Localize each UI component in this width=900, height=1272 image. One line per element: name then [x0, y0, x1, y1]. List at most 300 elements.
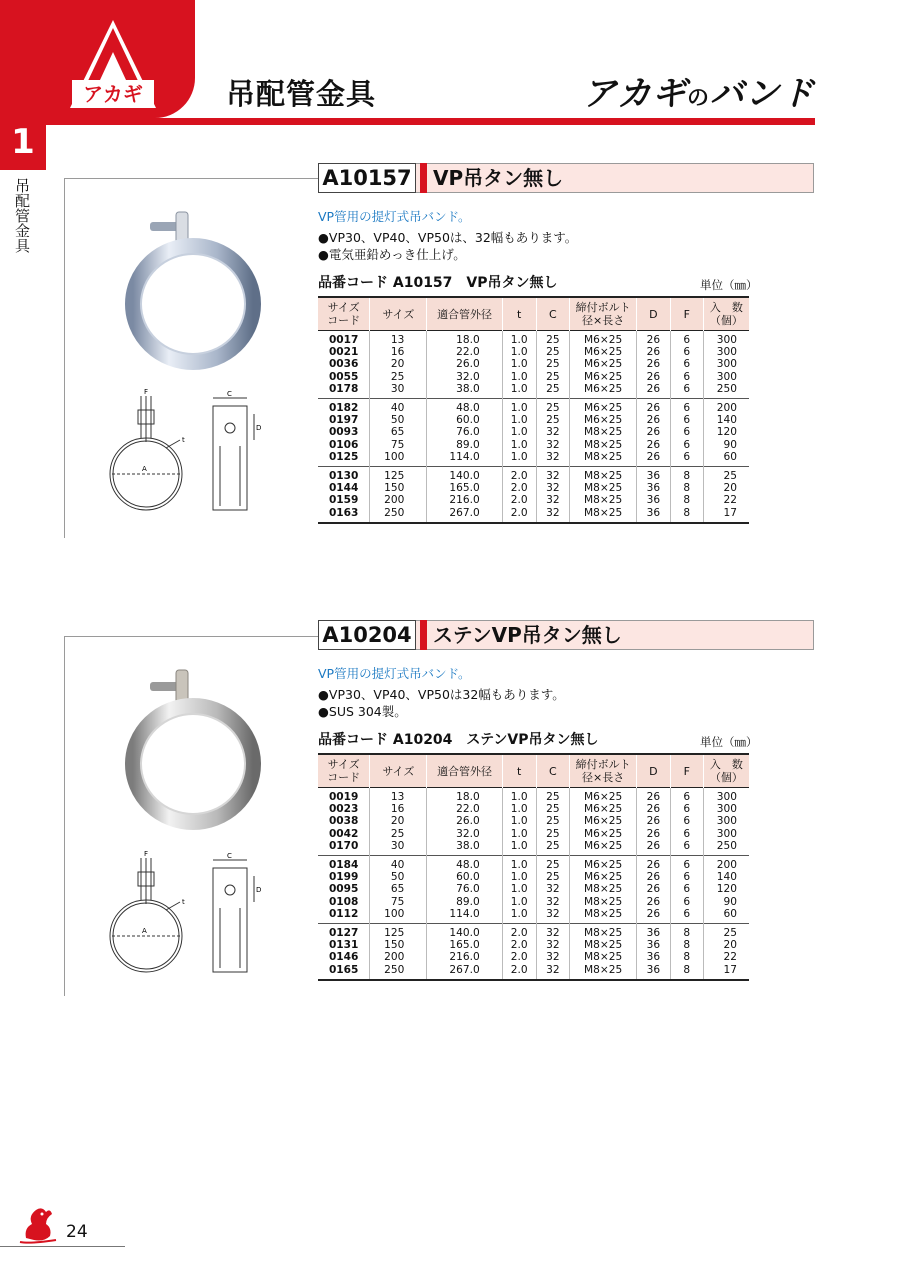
header-cell: t — [502, 297, 536, 331]
header-cell: サイズ — [370, 754, 427, 788]
cell-value: 22 — [723, 951, 737, 964]
table-cell — [570, 331, 637, 399]
cell-value: 32 — [546, 506, 560, 519]
table-cell — [427, 788, 502, 856]
table-cell — [427, 924, 502, 980]
cell-value: M6×25 — [584, 346, 623, 359]
band-photo — [120, 200, 270, 370]
table-cell — [670, 331, 703, 399]
cell-value: 6 — [683, 815, 691, 828]
cell-value: 26 — [646, 803, 661, 816]
cell-value: 1.0 — [510, 402, 528, 415]
cell-value: 1.0 — [510, 883, 528, 896]
dim-c-label: C — [227, 390, 232, 398]
cell-value: 75 — [390, 895, 405, 908]
table-cell — [370, 856, 427, 924]
table-cell — [502, 467, 536, 523]
cell-value: 25 — [546, 414, 560, 427]
cell-value: 25 — [546, 402, 560, 415]
guide-line — [64, 178, 318, 179]
product-code: A10157 — [318, 163, 416, 193]
cell-value: 25 — [546, 871, 560, 884]
cell-value: 25 — [546, 839, 560, 852]
cell-value: M6×25 — [584, 370, 623, 383]
cell-value: M8×25 — [584, 470, 623, 483]
cell-value: 38.0 — [456, 839, 480, 852]
cell-value: 26 — [646, 907, 661, 920]
cell-value: 0055 — [328, 370, 359, 383]
cell-value: 0163 — [328, 506, 359, 519]
table-caption: 品番コード A10157 VP吊タン無し — [318, 275, 558, 291]
cell-value: 60 — [723, 907, 737, 920]
table-cell — [536, 856, 570, 924]
cell-value: 1.0 — [510, 346, 528, 359]
cell-value: 6 — [683, 791, 691, 803]
dim-f-label: F — [144, 850, 149, 858]
cell-value: 0146 — [328, 951, 359, 964]
header-rule — [0, 118, 815, 125]
cell-value: 25 — [546, 859, 560, 872]
cell-value: 6 — [683, 346, 691, 359]
cell-value: 17 — [723, 506, 737, 519]
cell-value: 140 — [716, 414, 737, 427]
cell-value: 36 — [646, 963, 661, 976]
cell-value: 200 — [716, 859, 737, 872]
cell-value: 18.0 — [456, 791, 480, 803]
cell-value: 2.0 — [510, 939, 528, 952]
cell-value: 6 — [683, 895, 691, 908]
unit-label: 単位（㎜） — [700, 735, 758, 749]
cell-value: 8 — [683, 494, 691, 507]
cell-value: 32 — [546, 426, 560, 439]
cell-value: 13 — [390, 334, 405, 346]
cell-value: 22 — [723, 494, 737, 507]
header-cell: 入 数 （個） — [703, 754, 749, 788]
cell-value: 26 — [646, 815, 661, 828]
brand-main: アカギ — [582, 74, 687, 114]
cell-value: 36 — [646, 482, 661, 495]
table-cell — [703, 924, 749, 980]
cell-value: 1.0 — [510, 871, 528, 884]
header-cell: 締付ボルト 径×長さ — [570, 754, 637, 788]
cell-value: 6 — [683, 827, 691, 840]
header-cell: C — [536, 297, 570, 331]
logo-text: アカギ — [83, 82, 143, 106]
table-row-group — [318, 467, 749, 523]
cell-value: 8 — [683, 482, 691, 495]
table-cell — [318, 399, 370, 467]
cell-value: 32 — [546, 883, 560, 896]
cell-value: M6×25 — [584, 827, 623, 840]
cell-value: 1.0 — [510, 803, 528, 816]
product-name: VP吊タン無し — [433, 166, 564, 190]
product-code: A10204 — [318, 620, 416, 650]
table-cell — [637, 331, 671, 399]
cell-value: 125 — [384, 470, 405, 483]
cell-value: 300 — [716, 791, 737, 803]
table-cell — [637, 399, 671, 467]
cell-value: 300 — [716, 358, 737, 371]
cell-value: M6×25 — [584, 382, 623, 395]
cell-value: 38.0 — [456, 382, 480, 395]
cell-value: 26 — [646, 895, 661, 908]
cell-value: 25 — [546, 334, 560, 346]
cell-value: 120 — [716, 426, 737, 439]
cell-value: 20 — [390, 815, 405, 828]
header-cell: C — [536, 754, 570, 788]
cell-value: 26 — [646, 358, 661, 371]
header-cell: F — [670, 297, 703, 331]
header-cell: 入 数 （個） — [703, 297, 749, 331]
cell-value: 2.0 — [510, 951, 528, 964]
cell-value: 250 — [716, 382, 737, 395]
cell-value: M6×25 — [584, 414, 623, 427]
cell-value: 1.0 — [510, 334, 528, 346]
dimension-drawing — [100, 388, 280, 518]
brand-tagline — [582, 66, 815, 115]
table-row-group — [318, 788, 749, 856]
cell-value: 22.0 — [456, 803, 480, 816]
cell-value: 1.0 — [510, 895, 528, 908]
cell-value: 32 — [546, 939, 560, 952]
cell-value: 6 — [683, 803, 691, 816]
brand-small: の — [686, 86, 710, 111]
cell-value: 32 — [546, 450, 560, 463]
cell-value: 1.0 — [510, 791, 528, 803]
cell-value: 300 — [716, 827, 737, 840]
cell-value: 140 — [716, 871, 737, 884]
cell-value: 40 — [390, 859, 405, 872]
cell-value: 76.0 — [456, 883, 480, 896]
cell-value: 0197 — [328, 414, 359, 427]
table-cell — [670, 788, 703, 856]
cell-value: 89.0 — [456, 438, 480, 451]
akagi-logo — [58, 14, 168, 114]
cell-value: 1.0 — [510, 358, 528, 371]
cell-value: 6 — [683, 907, 691, 920]
cell-value: M6×25 — [584, 803, 623, 816]
table-cell — [570, 788, 637, 856]
cell-value: 25 — [546, 358, 560, 371]
table-cell — [318, 788, 370, 856]
header-cell: サイズ — [370, 297, 427, 331]
table-cell — [502, 399, 536, 467]
dragon-mascot-icon — [16, 1198, 64, 1246]
cell-value: 26 — [646, 370, 661, 383]
table-cell — [570, 856, 637, 924]
cell-value: 50 — [390, 414, 405, 427]
table-cell — [670, 856, 703, 924]
table-cell — [427, 467, 502, 523]
table-caption: 品番コード A10204 ステンVP吊タン無し — [318, 732, 599, 748]
cell-value: M8×25 — [584, 927, 623, 940]
header-cell: サイズ コード — [318, 297, 370, 331]
cell-value: 60.0 — [456, 414, 480, 427]
cell-value: 26 — [646, 871, 661, 884]
cell-value: 1.0 — [510, 438, 528, 451]
cell-value: 25 — [390, 827, 405, 840]
cell-value: 26 — [646, 438, 661, 451]
cell-value: 25 — [390, 370, 405, 383]
feature-bullet: ●VP30、VP40、VP50は32幅もあります。 — [318, 687, 565, 702]
cell-value: 100 — [384, 450, 405, 463]
cell-value: 26 — [646, 791, 661, 803]
cell-value: 1.0 — [510, 827, 528, 840]
cell-value: 26 — [646, 346, 661, 359]
cell-value: 0023 — [328, 803, 359, 816]
cell-value: M6×25 — [584, 358, 623, 371]
cell-value: 25 — [723, 927, 737, 940]
cell-value: 8 — [683, 470, 691, 483]
cell-value: 26 — [646, 414, 661, 427]
cell-value: 26 — [646, 402, 661, 415]
cell-value: 0095 — [328, 883, 359, 896]
cell-value: 0170 — [328, 839, 359, 852]
cell-value: M6×25 — [584, 859, 623, 872]
cell-value: 25 — [546, 791, 560, 803]
cell-value: 26 — [646, 883, 661, 896]
table-row-group — [318, 924, 749, 980]
table-cell — [502, 856, 536, 924]
cell-value: M8×25 — [584, 907, 623, 920]
table-cell — [370, 467, 427, 523]
cell-value: 2.0 — [510, 494, 528, 507]
cell-value: 6 — [683, 370, 691, 383]
title-accent — [420, 620, 427, 650]
cell-value: 1.0 — [510, 414, 528, 427]
cell-value: M6×25 — [584, 815, 623, 828]
header-cell: サイズ コード — [318, 754, 370, 788]
cell-value: 20 — [390, 358, 405, 371]
cell-value: 50 — [390, 871, 405, 884]
table-cell — [370, 788, 427, 856]
header-cell: t — [502, 754, 536, 788]
cell-value: M8×25 — [584, 450, 623, 463]
cell-value: 32 — [546, 494, 560, 507]
table-cell — [427, 856, 502, 924]
guide-line — [64, 178, 65, 538]
cell-value: 26.0 — [456, 358, 480, 371]
cell-value: 114.0 — [449, 907, 480, 920]
cell-value: 0184 — [328, 859, 359, 872]
cell-value: 6 — [683, 839, 691, 852]
cell-value: 8 — [683, 927, 691, 940]
cell-value: 36 — [646, 470, 661, 483]
cell-value: 20 — [723, 939, 737, 952]
cell-value: 13 — [390, 791, 405, 803]
footer-rule — [0, 1246, 125, 1247]
page-number: 24 — [66, 1222, 88, 1242]
cell-value: 300 — [716, 370, 737, 383]
cell-value: 36 — [646, 939, 661, 952]
table-cell — [536, 399, 570, 467]
cell-value: M8×25 — [584, 506, 623, 519]
cell-value: 6 — [683, 334, 691, 346]
dim-a-label: A — [142, 465, 147, 473]
cell-value: M8×25 — [584, 963, 623, 976]
cell-value: 250 — [716, 839, 737, 852]
table-row-group — [318, 331, 749, 399]
cell-value: M8×25 — [584, 939, 623, 952]
cell-value: 100 — [384, 907, 405, 920]
product-name: ステンVP吊タン無し — [433, 623, 622, 647]
table-cell — [703, 399, 749, 467]
guide-line — [64, 636, 318, 637]
cell-value: 165.0 — [449, 939, 480, 952]
cell-value: 25 — [546, 803, 560, 816]
cell-value: M6×25 — [584, 791, 623, 803]
table-cell — [570, 399, 637, 467]
cell-value: 300 — [716, 334, 737, 346]
table-cell — [670, 467, 703, 523]
cell-value: M6×25 — [584, 839, 623, 852]
cell-value: 26 — [646, 334, 661, 346]
header-cell: D — [637, 754, 671, 788]
header-cell: 適合管外径 — [427, 754, 502, 788]
cell-value: 6 — [683, 382, 691, 395]
cell-value: 6 — [683, 871, 691, 884]
cell-value: 32 — [546, 482, 560, 495]
cell-value: 216.0 — [449, 494, 480, 507]
cell-value: 8 — [683, 506, 691, 519]
cell-value: 0178 — [328, 382, 359, 395]
cell-value: 60.0 — [456, 871, 480, 884]
cell-value: 0144 — [328, 482, 359, 495]
cell-value: 32.0 — [456, 827, 480, 840]
chapter-number: 1 — [11, 122, 35, 162]
header-cell: D — [637, 297, 671, 331]
cell-value: 32 — [546, 895, 560, 908]
cell-value: 32 — [546, 951, 560, 964]
cell-value: 30 — [390, 382, 405, 395]
cell-value: 0112 — [328, 907, 359, 920]
cell-value: 25 — [546, 370, 560, 383]
cell-value: 40 — [390, 402, 405, 415]
cell-value: 26 — [646, 382, 661, 395]
chapter-label: 吊配管金具 — [13, 178, 31, 253]
feature-bullet: ●電気亜鉛めっき仕上げ。 — [318, 247, 466, 262]
cell-value: 76.0 — [456, 426, 480, 439]
cell-value: 8 — [683, 963, 691, 976]
cell-value: 0093 — [328, 426, 359, 439]
guide-line — [64, 636, 65, 996]
cell-value: 250 — [384, 963, 405, 976]
cell-value: 140.0 — [449, 470, 480, 483]
cell-value: 25 — [546, 382, 560, 395]
cell-value: 65 — [390, 883, 405, 896]
cell-value: 0017 — [328, 334, 359, 346]
cell-value: 26 — [646, 426, 661, 439]
cell-value: 6 — [683, 414, 691, 427]
cell-value: 1.0 — [510, 839, 528, 852]
header-cell: F — [670, 754, 703, 788]
table-cell — [502, 331, 536, 399]
cell-value: 6 — [683, 450, 691, 463]
cell-value: 36 — [646, 927, 661, 940]
cell-value: 32 — [546, 470, 560, 483]
table-cell — [370, 331, 427, 399]
cell-value: 0019 — [328, 791, 359, 803]
table-cell — [502, 924, 536, 980]
cell-value: 32 — [546, 907, 560, 920]
cell-value: 20 — [723, 482, 737, 495]
cell-value: 0036 — [328, 358, 359, 371]
cell-value: M8×25 — [584, 482, 623, 495]
header-cell: 締付ボルト 径×長さ — [570, 297, 637, 331]
cell-value: M6×25 — [584, 402, 623, 415]
table-cell — [703, 331, 749, 399]
cell-value: 0199 — [328, 871, 359, 884]
cell-value: 32 — [546, 927, 560, 940]
table-cell — [318, 924, 370, 980]
cell-value: 90 — [723, 895, 737, 908]
cell-value: 300 — [716, 815, 737, 828]
cell-value: 6 — [683, 883, 691, 896]
cell-value: 90 — [723, 438, 737, 451]
table-cell — [427, 399, 502, 467]
cell-value: 32 — [546, 438, 560, 451]
table-header-row — [318, 754, 749, 788]
cell-value: 36 — [646, 951, 661, 964]
cell-value: 216.0 — [449, 951, 480, 964]
cell-value: 25 — [546, 827, 560, 840]
cell-value: 2.0 — [510, 482, 528, 495]
cell-value: M8×25 — [584, 426, 623, 439]
cell-value: 1.0 — [510, 450, 528, 463]
cell-value: 18.0 — [456, 334, 480, 346]
cell-value: 26 — [646, 827, 661, 840]
table-cell — [536, 788, 570, 856]
feature-bullet: ●SUS 304製。 — [318, 704, 407, 719]
cell-value: 22.0 — [456, 346, 480, 359]
cell-value: 6 — [683, 859, 691, 872]
table-cell — [637, 856, 671, 924]
table-cell — [536, 331, 570, 399]
table-cell — [570, 924, 637, 980]
cell-value: 200 — [384, 951, 405, 964]
cell-value: 75 — [390, 438, 405, 451]
dim-d-label: D — [256, 886, 262, 894]
dimension-drawing — [100, 850, 280, 980]
table-cell — [318, 856, 370, 924]
cell-value: 48.0 — [456, 402, 480, 415]
cell-value: 1.0 — [510, 382, 528, 395]
cell-value: 150 — [384, 482, 405, 495]
table-cell — [427, 331, 502, 399]
dim-c-label: C — [227, 852, 232, 860]
table-cell — [536, 467, 570, 523]
cell-value: 150 — [384, 939, 405, 952]
table-cell — [637, 924, 671, 980]
cell-value: 2.0 — [510, 927, 528, 940]
table-cell — [370, 924, 427, 980]
table-header-row — [318, 297, 749, 331]
unit-label: 単位（㎜） — [700, 278, 758, 292]
cell-value: 300 — [716, 803, 737, 816]
cell-value: 250 — [384, 506, 405, 519]
table-cell — [536, 924, 570, 980]
cell-value: 6 — [683, 358, 691, 371]
page-title: 吊配管金具 — [226, 77, 377, 111]
cell-value: 0108 — [328, 895, 359, 908]
table-cell — [637, 788, 671, 856]
cell-value: 26 — [646, 859, 661, 872]
cell-value: M6×25 — [584, 871, 623, 884]
cell-value: 26.0 — [456, 815, 480, 828]
cell-value: 0125 — [328, 450, 359, 463]
brand-tail: バンド — [710, 74, 815, 114]
cell-value: 2.0 — [510, 506, 528, 519]
